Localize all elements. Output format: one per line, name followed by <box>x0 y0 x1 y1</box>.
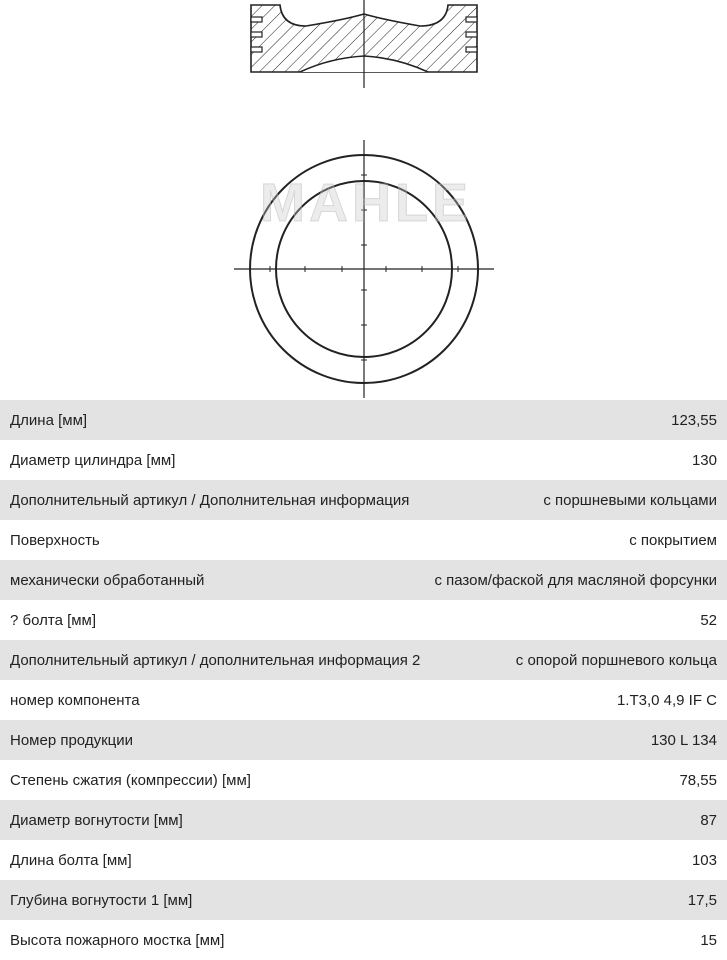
spec-label: Длина [мм] <box>10 411 88 429</box>
spec-value: с покрытием <box>629 531 717 549</box>
spec-row <box>0 520 727 560</box>
spec-label: Высота пожарного мостка [мм] <box>10 931 225 949</box>
mahle-watermark-logo: MAHLE <box>260 173 472 233</box>
spec-value: 87 <box>700 811 717 829</box>
piston-technical-drawing <box>0 0 727 400</box>
spec-value: 130 L 134 <box>650 731 717 749</box>
spec-row <box>0 920 727 960</box>
spec-label: Дополнительный артикул / дополнительная информация 2 <box>10 651 421 669</box>
spec-row <box>0 800 727 840</box>
spec-value: 52 <box>700 611 717 629</box>
spec-row <box>0 760 727 800</box>
spec-value: с опорой поршневого кольца <box>515 651 717 669</box>
spec-value: 1.T3,0 4,9 IF C <box>616 691 717 709</box>
spec-label: ? болта [мм] <box>10 611 97 629</box>
piston-drawing <box>0 0 727 400</box>
spec-label: Степень сжатия (компрессии) [мм] <box>10 771 251 789</box>
spec-label: Номер продукции <box>10 731 133 749</box>
spec-value: 123,55 <box>671 411 717 429</box>
spec-value: с пазом/фаской для масляной форсунки <box>434 571 717 589</box>
spec-row <box>0 560 727 600</box>
piston-section-view <box>251 0 477 88</box>
spec-label: Диаметр цилиндра [мм] <box>10 451 176 469</box>
spec-value: 103 <box>691 851 717 869</box>
spec-row <box>0 680 727 720</box>
spec-label: Диаметр вогнутости [мм] <box>10 811 183 829</box>
spec-value: 17,5 <box>687 891 717 909</box>
specs-table <box>0 400 727 960</box>
spec-label: номер компонента <box>10 691 140 709</box>
spec-label: Дополнительный артикул / Дополнительная информация <box>10 491 410 509</box>
spec-row <box>0 440 727 480</box>
spec-label: механически обработанный <box>10 571 205 589</box>
piston-top-view <box>234 140 494 398</box>
spec-value: 130 <box>691 451 717 469</box>
spec-row <box>0 720 727 760</box>
spec-label: Глубина вогнутости 1 [мм] <box>10 891 193 909</box>
spec-row <box>0 840 727 880</box>
spec-row <box>0 600 727 640</box>
spec-row <box>0 640 727 680</box>
spec-value: с поршневыми кольцами <box>543 491 717 509</box>
spec-row <box>0 480 727 520</box>
spec-label: Длина болта [мм] <box>10 851 132 869</box>
spec-row <box>0 880 727 920</box>
spec-value: 15 <box>700 931 717 949</box>
spec-value: 78,55 <box>679 771 717 789</box>
spec-row <box>0 400 727 440</box>
spec-label: Поверхность <box>10 531 100 549</box>
